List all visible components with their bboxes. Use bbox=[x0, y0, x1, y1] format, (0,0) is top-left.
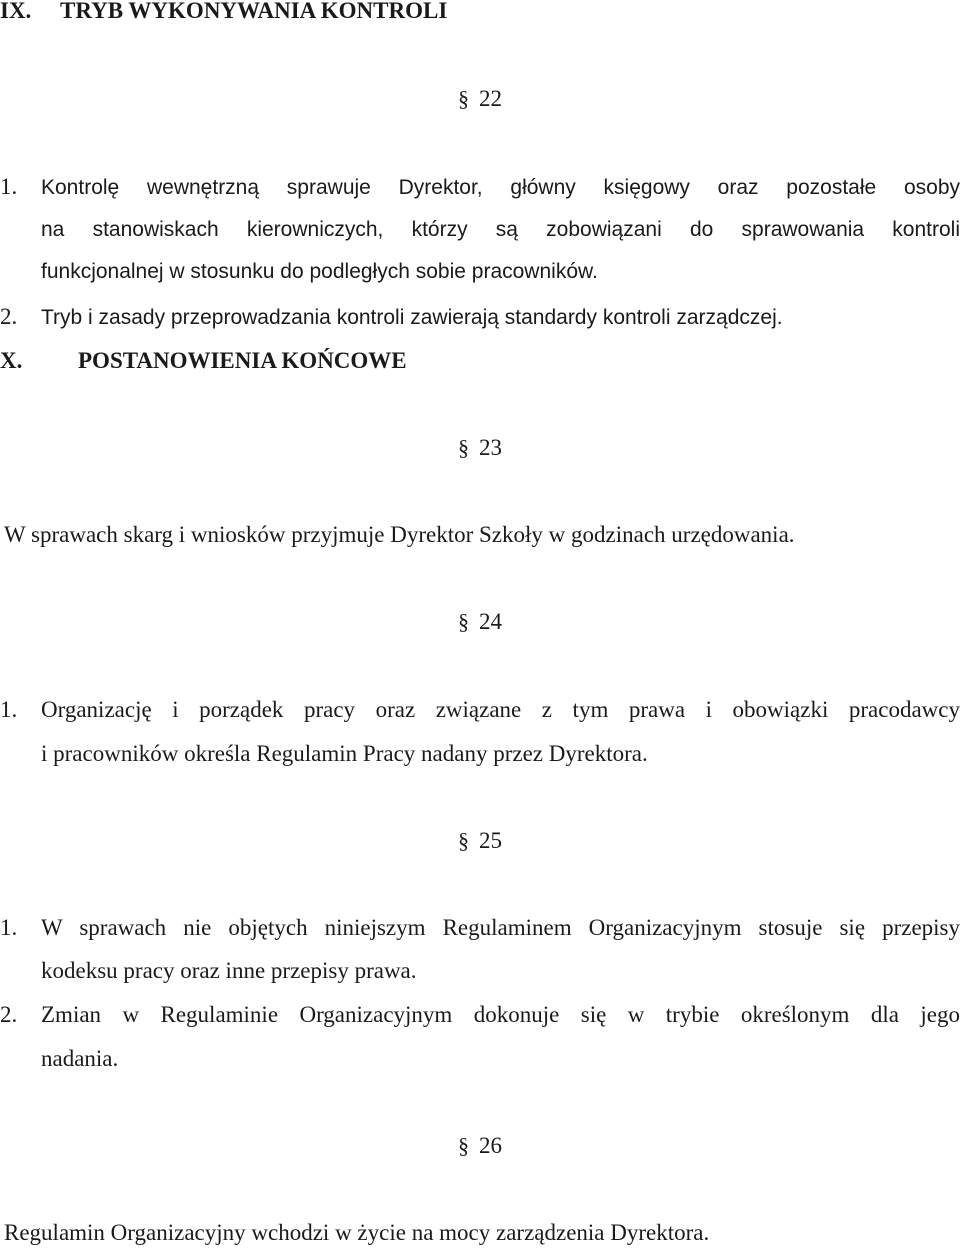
item-number: 1. bbox=[0, 915, 18, 940]
section-x-number: X. bbox=[0, 348, 23, 373]
item-text: Zmian w Regulaminie Organizacyjnym dokonuje się w trybie określonym dla jego bbox=[41, 1002, 960, 1027]
section-sign: § bbox=[458, 828, 469, 853]
para-23-text: W sprawach skarg i wniosków przyjmuje Dyrektor Szkoły w godzinach urzędowania. bbox=[4, 522, 795, 547]
section-ix-heading bbox=[0, 0, 447, 26]
section-sign: § bbox=[458, 609, 469, 634]
item-number: 1. bbox=[0, 697, 18, 722]
item-number: 1. bbox=[0, 174, 18, 199]
item-text: W sprawach nie objętych niniejszym Regulaminem Organizacyjnym stosuje się przepisy bbox=[41, 915, 960, 940]
para-24-item-1-line-1 bbox=[0, 695, 960, 725]
para-25-item-1-line-2: kodeksu pracy oraz inne przepisy prawa. bbox=[41, 958, 417, 983]
para-25-item-2-line-1 bbox=[0, 1000, 960, 1030]
item-number: 2. bbox=[0, 1002, 18, 1027]
section-ix-number: IX. bbox=[0, 0, 32, 23]
section-x-title: POSTANOWIENIA KOŃCOWE bbox=[78, 348, 407, 373]
item-text: Organizację i porządek pracy oraz związane z tym prawa i obowiązki pracodawcy bbox=[41, 697, 960, 722]
section-sign: § bbox=[458, 86, 469, 111]
para-25-item-2-line-2: nadania. bbox=[41, 1046, 119, 1071]
paragraph-number: 26 bbox=[479, 1133, 502, 1158]
para-22-item-2 bbox=[0, 302, 783, 333]
paragraph-number: 25 bbox=[479, 828, 502, 853]
section-sign: § bbox=[458, 1133, 469, 1158]
para-22-item-1-line-1 bbox=[0, 172, 960, 203]
section-ix-title: TRYB WYKONYWANIA KONTROLI bbox=[60, 0, 448, 23]
paragraph-number: 23 bbox=[479, 435, 502, 460]
paragraph-number: 24 bbox=[479, 609, 502, 634]
paragraph-24-marker bbox=[0, 607, 960, 637]
paragraph-23-marker bbox=[0, 433, 960, 463]
para-26-text: Regulamin Organizacyjny wchodzi w życie na mocy zarządzenia Dyrektora. bbox=[4, 1220, 710, 1245]
para-22-item-1-line-3: funkcjonalnej w stosunku do podległych sobie pracowników. bbox=[41, 260, 598, 283]
para-22-item-1-line-2: na stanowiskach kierowniczych, którzy są zobowiązani do sprawowania kontroli bbox=[41, 218, 960, 241]
para-25-item-1-line-1 bbox=[0, 913, 960, 943]
section-sign: § bbox=[458, 435, 469, 460]
section-x-heading bbox=[0, 346, 407, 376]
item-number: 2. bbox=[0, 304, 18, 329]
item-text: Tryb i zasady przeprowadzania kontroli zawierają standardy kontroli zarządczej. bbox=[41, 306, 783, 329]
paragraph-22-marker bbox=[0, 84, 960, 114]
paragraph-26-marker bbox=[0, 1131, 960, 1161]
para-24-item-1-line-2: i pracowników określa Regulamin Pracy nadany przez Dyrektora. bbox=[41, 741, 648, 766]
paragraph-number: 22 bbox=[479, 86, 502, 111]
paragraph-25-marker bbox=[0, 826, 960, 856]
item-text: Kontrolę wewnętrzną sprawuje Dyrektor, główny księgowy oraz pozostałe osoby bbox=[41, 176, 960, 199]
